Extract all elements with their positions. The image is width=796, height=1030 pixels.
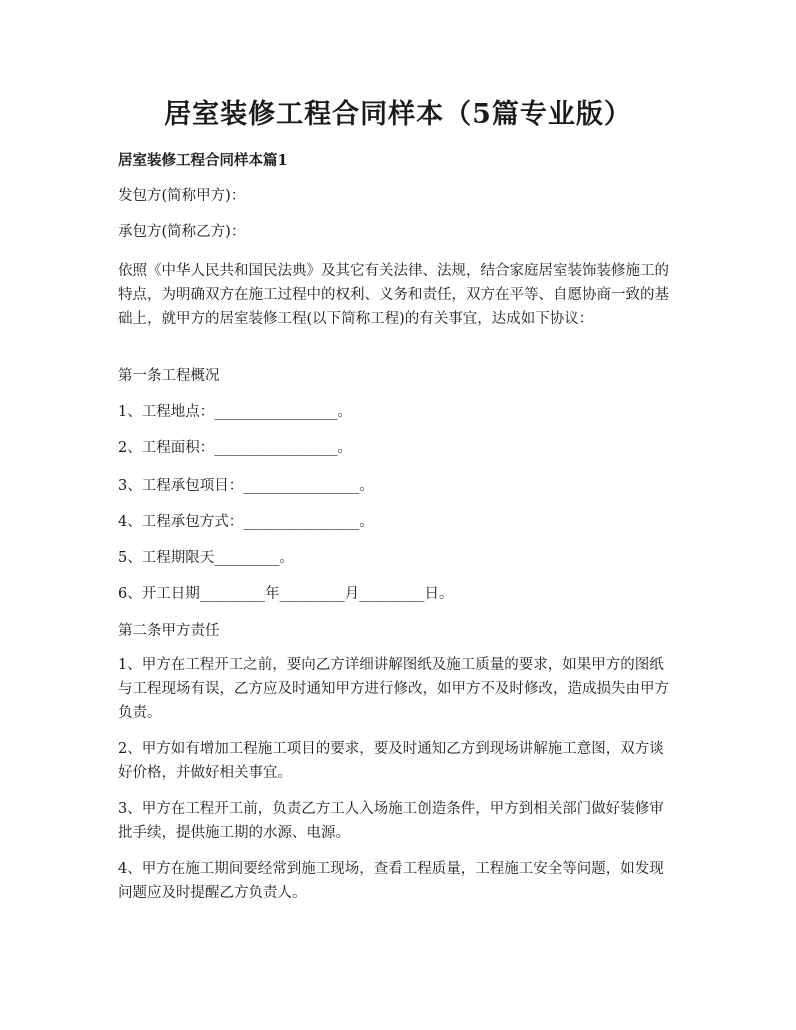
article1-heading: 第一条工程概况 <box>118 368 220 384</box>
article2-item-3: 3、甲方在工程开工前，负责乙方工人入场施工创造条件，甲方到相关部门做好装修审批手续，提供施工期的水源、电源。 <box>118 801 664 841</box>
preamble-paragraph: 依照《中华人民共和国民法典》及其它有关法律、法规，结合家庭居室装饰装修施工的特点，为明确双方在施工过程中的权利、义务和责任，双方在平等、自愿协商一致的基础上，就甲方的居室装修工程(以下简称工程)的有关事宜，达成如下协议： <box>118 263 669 327</box>
article2-heading: 第二条甲方责任 <box>118 623 220 639</box>
article1-item-3: 3、工程承包项目：________________。 <box>118 478 374 494</box>
article1-item-4: 4、工程承包方式：________________。 <box>118 514 374 530</box>
party-b-label: 承包方(简称乙方)： <box>118 224 246 240</box>
article1-item-5: 5、工程期限天_________。 <box>118 550 294 566</box>
article2-item-1: 1、甲方在工程开工之前，要向乙方详细讲解图纸及施工质量的要求，如果甲方的图纸与工程现场有误，乙方应及时通知甲方进行修改，如甲方不及时修改，造成损失由甲方负责。 <box>118 657 669 721</box>
party-a-label: 发包方(简称甲方)： <box>118 188 246 204</box>
document-title: 居室装修工程合同样本（5篇专业版） <box>164 99 632 130</box>
article1-item-1: 1、工程地点：_________________。 <box>118 404 352 420</box>
article1-item-6: 6、开工日期_________年_________月_________日。 <box>118 586 454 602</box>
section-heading: 居室装修工程合同样本篇1 <box>118 152 288 169</box>
article2-item-2: 2、甲方如有增加工程施工项目的要求，要及时通知乙方到现场讲解施工意图，双方谈好价格，并做好相关事宜。 <box>118 741 664 781</box>
article2-item-4: 4、甲方在施工期间要经常到施工现场，查看工程质量，工程施工安全等问题，如发现问题应及时提醒乙方负责人。 <box>118 861 664 901</box>
article1-item-2: 2、工程面积：_________________。 <box>118 440 352 456</box>
